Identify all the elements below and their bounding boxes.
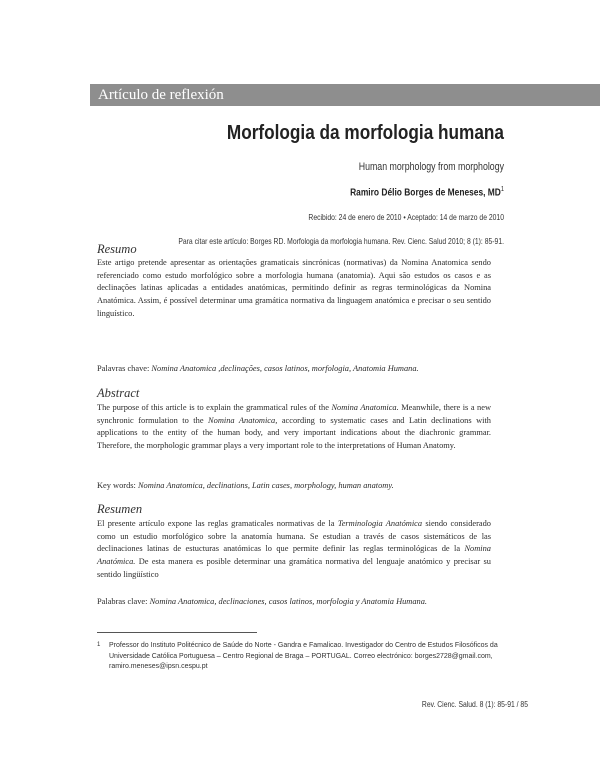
abstract-keywords-label: Key words: <box>97 481 136 490</box>
abstract-heading: Abstract <box>97 386 140 400</box>
resumen-heading: Resumen <box>97 502 143 516</box>
resumen-keywords <box>97 596 491 609</box>
abstract-body: The purpose of this article is to explain the grammatical rules of the Nomina Anatomica. Meanwhile, there is a new synchronic formulation to the Nomina Anatomica, according to systematic cases and Latin declinations with applications to the entity of the human body, and very important indications about the diachronic grammar. Therefore, the morphologic grammar plays a very important role to the interpretations of Human Anatomy. <box>97 403 491 451</box>
resumo-keywords <box>97 363 491 376</box>
footnote-text: Professor do Instituto Politécnico de Saúde do Norte - Gandra e Famalicao. Investigador do Centro de Estudos Filosóficos da Universidade Católica Portuguesa – Centro Regional de Braga – PORTUGAL. Correo electrónico: borges2728@gmail.com, ramiro.meneses@ipsn.cespu.pt <box>109 642 498 670</box>
resumo-body: Este artigo pretende apresentar as orientações gramaticais sincrónicas (normativas) da Nomina Anatomica sendo referenciado como estudo morfológico sobre a morfologia humana (anatomia). Aqui são estudos os casos e as declinações latinas aplicadas a entidades anatómicas, permitindo definir as regras terminológicas da Nomina Anatómica. Assim, é possível determinar uma gramática normativa da linguagem anatómica e precisar o seu sentido linguístico. <box>97 258 491 318</box>
article-subtitle: Human morphology from morphology <box>358 161 504 173</box>
footnote-divider <box>97 632 257 633</box>
resumen-keywords-list: Nomina Anatomica, declinaciones, casos latinos, morfologia y Anatomia Humana. <box>149 597 428 606</box>
footnote <box>97 641 517 673</box>
author-name: Ramiro Délio Borges de Meneses, MD <box>350 186 501 199</box>
footnote-mark: 1 <box>97 642 101 648</box>
resumen-keywords-label: Palabras clave: <box>97 597 148 606</box>
page-folio: Rev. Cienc. Salud. 8 (1): 85-91 / 85 <box>421 700 528 709</box>
author-footnote-ref: 1 <box>500 186 504 193</box>
resumen-body: El presente artículo expone las reglas gramaticales normativas de la Terminologia Anatómica siendo considerado como un estudio morfológico sobre la anatomía humana. Se estudian a través de casos sistemáticos de las declinaciones latinas de estucturas anatómicas lo que permite definir las reglas terminológicas de la Nomina Anatómica. De esta manera es posible determinar una gramática normativa del lenguaje anatómico y precisar su sentido lingüístico <box>97 519 491 579</box>
resumo-heading: Resumo <box>97 242 137 256</box>
citation-line: Para citar este artículo: Borges RD. Morfologia da morfologia humana. Rev. Cienc. Salud 2010; 8 (1): 85-91. <box>178 236 504 246</box>
article-title: Morfologia da morfologia humana <box>226 122 504 144</box>
received-accepted-dates: Recibido: 24 de enero de 2010 • Aceptado: 14 de marzo de 2010 <box>308 212 504 222</box>
author-line <box>168 186 504 199</box>
resumo-keywords-list: Nomina Anatomica ,declinações, casos latinos, morfologia, Anatomia Humana. <box>151 364 419 373</box>
abstract-keywords <box>97 480 491 493</box>
section-banner: Artículo de reflexión <box>90 84 600 106</box>
abstract-keywords-list: Nomina Anatomica, declinations, Latin cases, morphology, human anatomy. <box>137 481 394 490</box>
resumo-keywords-label: Palavras chave: <box>97 364 150 373</box>
